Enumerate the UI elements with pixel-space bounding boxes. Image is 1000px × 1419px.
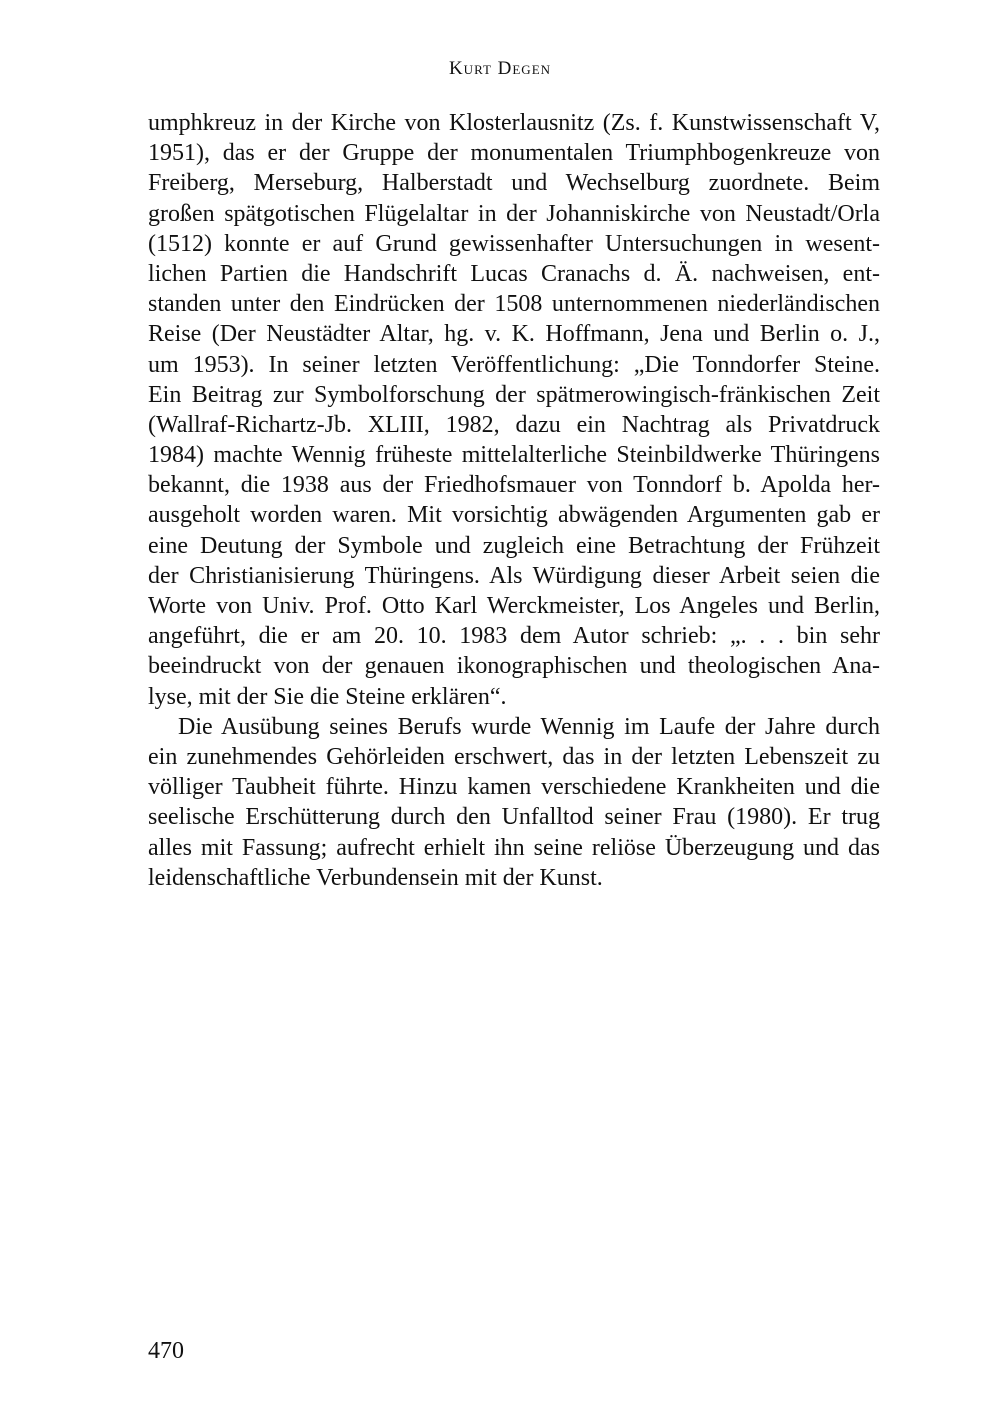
text-line: leidenschaftliche Verbundensein mit der Kunst. bbox=[148, 864, 603, 891]
text-line: Ein Beitrag zur Symbolforschung der spätmerowingisch-fränkischen Zeit bbox=[148, 381, 880, 408]
text-line: großen spätgotischen Flügelaltar in der Johanniskirche von Neustadt/Orla bbox=[148, 200, 880, 227]
text-line: (Wallraf-Richartz-Jb. XLIII, 1982, dazu ein Nachtrag als Privatdruck bbox=[148, 411, 880, 438]
text-line: Die Ausübung seines Berufs wurde Wennig im Laufe der Jahre durch bbox=[178, 713, 880, 740]
text-line: lyse, mit der Sie die Steine erklären“. bbox=[148, 683, 507, 710]
text-line: alles mit Fassung; aufrecht erhielt ihn seine reliöse Überzeugung und das bbox=[148, 834, 880, 861]
paragraph-2 bbox=[148, 712, 880, 893]
text-line: 1951), das er der Gruppe der monumentalen Triumphbogenkreuze von bbox=[148, 140, 880, 167]
text-line: seelische Erschütterung durch den Unfalltod seiner Frau (1980). Er trug bbox=[148, 804, 880, 831]
paragraph-1 bbox=[148, 108, 880, 712]
text-line: 1984) machte Wennig früheste mittelalterliche Steinbildwerke Thüringens bbox=[148, 442, 880, 469]
text-line: standen unter den Eindrücken der 1508 unternommenen niederländischen bbox=[148, 291, 880, 318]
text-line: ausgeholt worden waren. Mit vorsichtig abwägenden Argumenten gab er bbox=[148, 502, 880, 529]
text-line: (1512) konnte er auf Grund gewissenhafter Untersuchungen in wesent- bbox=[148, 230, 880, 257]
text-line: Reise (Der Neustädter Altar, hg. v. K. Hoffmann, Jena und Berlin o. J., bbox=[148, 321, 880, 348]
text-line: um 1953). In seiner letzten Veröffentlichung: „Die Tonndorfer Steine. bbox=[148, 351, 880, 378]
text-line: Worte von Univ. Prof. Otto Karl Werckmeister, Los Angeles und Berlin, bbox=[148, 593, 880, 619]
text-line: lichen Partien die Handschrift Lucas Cranachs d. Ä. nachweisen, ent- bbox=[148, 260, 880, 287]
text-line: umphkreuz in der Kirche von Klosterlausnitz (Zs. f. Kunstwissenschaft V, bbox=[148, 110, 880, 136]
text-line: ein zunehmendes Gehörleiden erschwert, das in der letzten Lebenszeit zu bbox=[148, 743, 880, 770]
text-line: Freiberg, Merseburg, Halberstadt und Wechselburg zuordnete. Beim bbox=[148, 170, 880, 197]
text-line: der Christianisierung Thüringens. Als Würdigung dieser Arbeit seien die bbox=[148, 562, 880, 589]
text-line: eine Deutung der Symbole und zugleich eine Betrachtung der Frühzeit bbox=[148, 532, 880, 559]
text-line: beeindruckt von der genauen ikonographischen und theologischen Ana- bbox=[148, 653, 880, 680]
page-number: 470 bbox=[148, 1338, 184, 1364]
text-line: bekannt, die 1938 aus der Friedhofsmauer von Tonndorf b. Apolda her- bbox=[148, 472, 880, 499]
body-text bbox=[148, 108, 880, 893]
text-line: völliger Taubheit führte. Hinzu kamen verschiedene Krankheiten und die bbox=[148, 774, 880, 801]
text-line: angeführt, die er am 20. 10. 1983 dem Autor schrieb: „. . . bin sehr bbox=[148, 623, 880, 650]
running-head: Kurt Degen bbox=[448, 58, 552, 79]
